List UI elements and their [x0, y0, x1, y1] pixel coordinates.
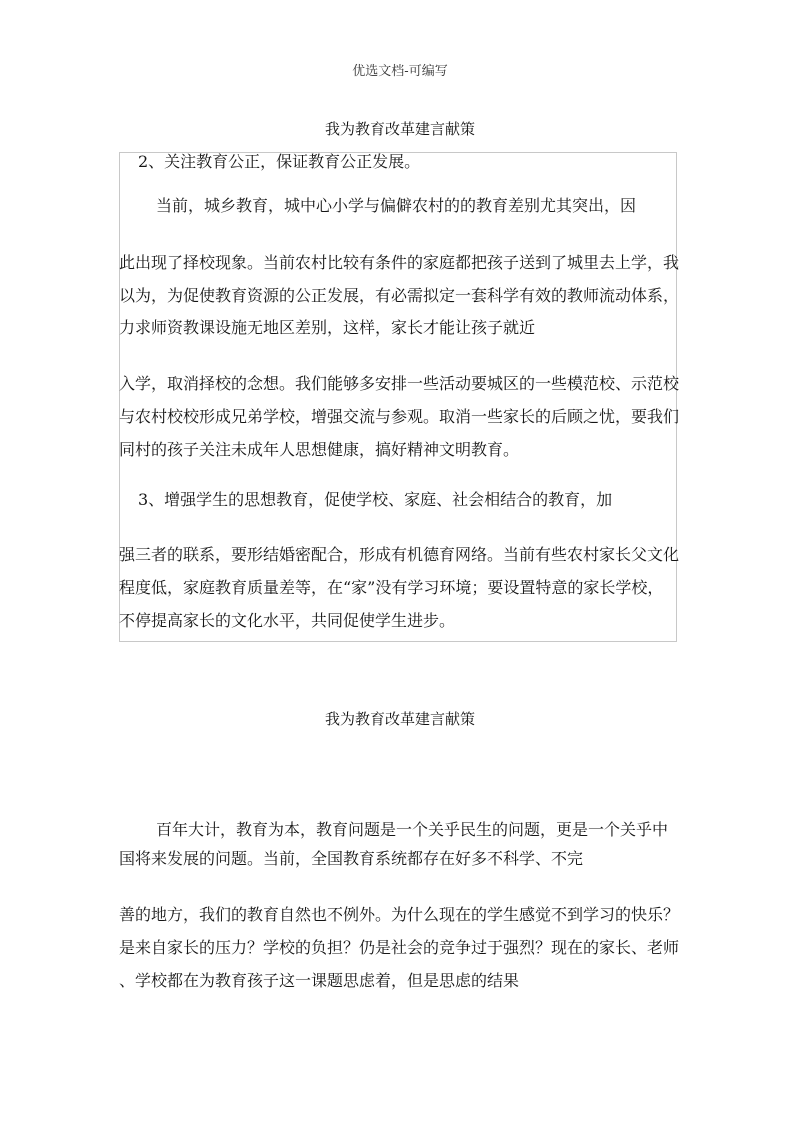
- section1-line-11: 程度低，家庭教育质量差等，在“家”没有学习环境；要设置特意的家长学校，: [119, 578, 664, 597]
- section1-line-5: 力求师资教课设施无地区差别，这样，家长才能让孩子就近: [119, 318, 536, 337]
- section2-line-5: 、学校都在为教育孩子这一课题思虑着，但是思虑的结果: [119, 971, 520, 990]
- section1-line-6: 入学，取消择校的念想。我们能够多安排一些活动要城区的一些模范校、示范校: [119, 374, 680, 393]
- section1-line-2: 当前，城乡教育，城中心小学与偏僻农村的的教育差别尤其突出，因: [156, 196, 637, 215]
- section2-line-2: 国将来发展的问题。当前，全国教育系统都存在好多不科学、不完: [119, 849, 584, 868]
- section2-title: 我为教育改革建言献策: [324, 710, 475, 728]
- section2-line-3: 善的地方，我们的教育自然也不例外。为什么现在的学生感觉不到学习的快乐？: [119, 905, 680, 924]
- section2-line-4: 是来自家长的压力？学校的负担？仍是社会的竞争过于强烈？现在的家长、老师: [119, 938, 680, 957]
- section1-line-3: 此出现了择校现象。当前农村比较有条件的家庭都把孩子送到了城里去上学，我: [119, 253, 680, 272]
- section1-line-1: 2、关注教育公正，保证教育公正发展。: [138, 152, 421, 171]
- section1-line-7: 与农村校校形成兄弟学校，增强交流与参观。取消一些家长的后顾之忧，要我们: [119, 407, 680, 426]
- section1-line-9: 3、增强学生的思想教育，促使学校、家庭、社会相结合的教育，加: [138, 490, 613, 509]
- section1-line-10: 强三者的联系，要形结婚密配合，形成有机德育网络。当前有些农村家长父文化: [119, 545, 680, 564]
- section2-line-1: 百年大计，教育为本，教育问题是一个关乎民生的问题，更是一个关乎中: [156, 820, 669, 839]
- section1-line-4: 以为，为促使教育资源的公正发展，有必需拟定一套科学有效的教师流动体系，: [119, 286, 680, 305]
- header-note: 优选文档-可编写: [352, 64, 448, 79]
- section1-text-box: [119, 152, 680, 642]
- section1-line-12: 不停提高家长的文化水平，共同促使学生进步。: [119, 611, 456, 630]
- section1-line-8: 同村的孩子关注未成年人思想健康，搞好精神文明教育。: [119, 440, 520, 459]
- section1-title: 我为教育改革建言献策: [324, 120, 475, 138]
